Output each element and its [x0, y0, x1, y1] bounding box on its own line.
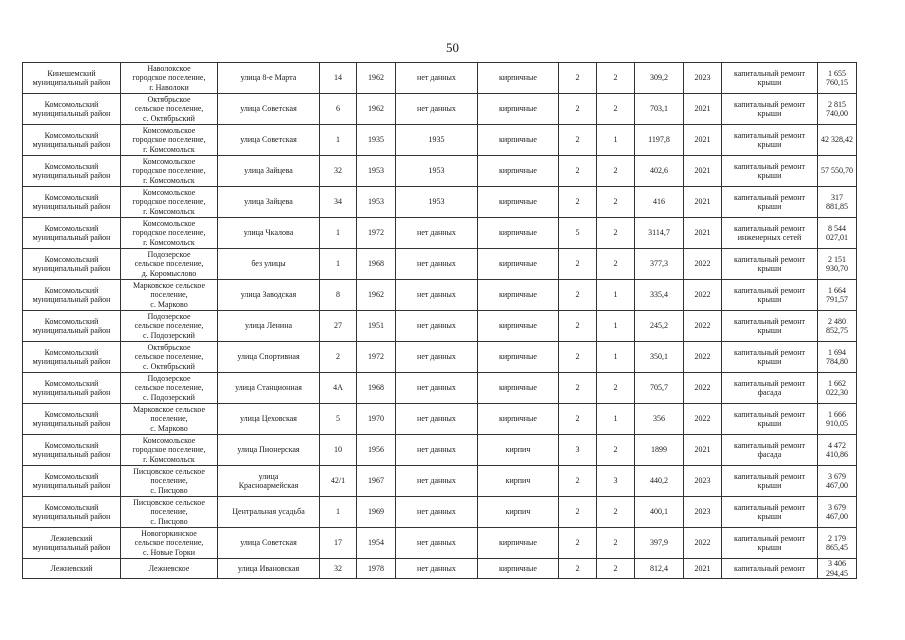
work-type-cell: капитальный ремонт крыши	[722, 156, 818, 187]
wall-material-cell: кирпичные	[478, 528, 559, 559]
settlement-cell: Новогоркинское сельское поселение, с. Новые Горки	[121, 528, 218, 559]
district-cell: Комсомольский муниципальный район	[23, 156, 121, 187]
wall-material-cell: кирпичные	[478, 125, 559, 156]
renovation-year-cell: нет данных	[396, 466, 478, 497]
repair-year-cell: 2022	[684, 373, 722, 404]
table-row	[23, 187, 857, 218]
wall-material-cell: кирпичные	[478, 249, 559, 280]
year-built-cell: 1954	[357, 528, 396, 559]
entrances-cell: 3	[597, 466, 635, 497]
renovation-year-cell: нет данных	[396, 94, 478, 125]
cost-cell: 4 472 410,86	[818, 435, 857, 466]
house-number-cell: 17	[320, 528, 357, 559]
wall-material-cell: кирпичные	[478, 187, 559, 218]
entrances-cell: 1	[597, 125, 635, 156]
cost-cell: 317 881,85	[818, 187, 857, 218]
repair-year-cell: 2022	[684, 280, 722, 311]
district-cell: Комсомольский муниципальный район	[23, 497, 121, 528]
area-cell: 350,1	[635, 342, 684, 373]
street-cell: улица Зайцева	[218, 156, 320, 187]
renovation-year-cell: нет данных	[396, 373, 478, 404]
renovation-year-cell: нет данных	[396, 311, 478, 342]
work-type-cell: капитальный ремонт крыши	[722, 187, 818, 218]
cost-cell: 2 815 740,00	[818, 94, 857, 125]
wall-material-cell: кирпичные	[478, 218, 559, 249]
repair-year-cell: 2021	[684, 187, 722, 218]
renovation-year-cell: 1953	[396, 187, 478, 218]
cost-cell: 1 655 760,15	[818, 63, 857, 94]
entrances-cell: 2	[597, 63, 635, 94]
cost-cell: 2 151 930,70	[818, 249, 857, 280]
settlement-cell: Подозерское сельское поселение, с. Подозерский	[121, 311, 218, 342]
floors-cell: 2	[559, 404, 597, 435]
cost-cell: 2 480 852,75	[818, 311, 857, 342]
renovation-year-cell: 1935	[396, 125, 478, 156]
year-built-cell: 1968	[357, 373, 396, 404]
work-type-cell: капитальный ремонт фасада	[722, 435, 818, 466]
district-cell: Кинешемский муниципальный район	[23, 63, 121, 94]
area-cell: 703,1	[635, 94, 684, 125]
area-cell: 335,4	[635, 280, 684, 311]
year-built-cell: 1967	[357, 466, 396, 497]
repair-year-cell: 2021	[684, 94, 722, 125]
entrances-cell: 2	[597, 373, 635, 404]
floors-cell: 2	[559, 466, 597, 497]
settlement-cell: Комсомольское городское поселение, г. Комсомольск	[121, 187, 218, 218]
area-cell: 245,2	[635, 311, 684, 342]
district-cell: Лежневский муниципальный район	[23, 528, 121, 559]
house-number-cell: 1	[320, 125, 357, 156]
street-cell: улица Станционная	[218, 373, 320, 404]
repair-year-cell: 2022	[684, 342, 722, 373]
district-cell: Комсомольский муниципальный район	[23, 94, 121, 125]
wall-material-cell: кирпичные	[478, 156, 559, 187]
work-type-cell: капитальный ремонт крыши	[722, 404, 818, 435]
wall-material-cell: кирпичные	[478, 373, 559, 404]
street-cell: улица Советская	[218, 94, 320, 125]
cost-cell: 3 406 294,45	[818, 559, 857, 579]
district-cell: Комсомольский муниципальный район	[23, 187, 121, 218]
area-cell: 356	[635, 404, 684, 435]
table-row	[23, 218, 857, 249]
floors-cell: 2	[559, 311, 597, 342]
year-built-cell: 1968	[357, 249, 396, 280]
area-cell: 3114,7	[635, 218, 684, 249]
settlement-cell: Комсомольское городское поселение, г. Комсомольск	[121, 435, 218, 466]
repair-year-cell: 2022	[684, 528, 722, 559]
district-cell: Комсомольский муниципальный район	[23, 404, 121, 435]
district-cell: Комсомольский муниципальный район	[23, 342, 121, 373]
cost-cell: 3 679 467,00	[818, 497, 857, 528]
entrances-cell: 2	[597, 187, 635, 218]
entrances-cell: 1	[597, 342, 635, 373]
settlement-cell: Комсомольское городское поселение, г. Комсомольск	[121, 125, 218, 156]
entrances-cell: 2	[597, 559, 635, 579]
renovation-year-cell: 1953	[396, 156, 478, 187]
house-number-cell: 4А	[320, 373, 357, 404]
renovation-year-cell: нет данных	[396, 280, 478, 311]
table-row	[23, 466, 857, 497]
cost-cell: 1 694 784,80	[818, 342, 857, 373]
settlement-cell: Октябрьское сельское поселение, с. Октябрьский	[121, 342, 218, 373]
work-type-cell: капитальный ремонт крыши	[722, 280, 818, 311]
floors-cell: 2	[559, 63, 597, 94]
floors-cell: 2	[559, 125, 597, 156]
entrances-cell: 2	[597, 528, 635, 559]
settlement-cell: Октябрьское сельское поселение, с. Октябрьский	[121, 94, 218, 125]
floors-cell: 2	[559, 342, 597, 373]
year-built-cell: 1956	[357, 435, 396, 466]
year-built-cell: 1972	[357, 342, 396, 373]
entrances-cell: 2	[597, 94, 635, 125]
area-cell: 377,3	[635, 249, 684, 280]
work-type-cell: капитальный ремонт крыши	[722, 63, 818, 94]
house-number-cell: 34	[320, 187, 357, 218]
wall-material-cell: кирпич	[478, 466, 559, 497]
floors-cell: 2	[559, 280, 597, 311]
settlement-cell: Комсомольское городское поселение, г. Комсомольск	[121, 156, 218, 187]
year-built-cell: 1953	[357, 156, 396, 187]
work-type-cell: капитальный ремонт фасада	[722, 373, 818, 404]
cost-cell: 8 544 027,01	[818, 218, 857, 249]
district-cell: Комсомольский муниципальный район	[23, 249, 121, 280]
work-type-cell: капитальный ремонт	[722, 559, 818, 579]
floors-cell: 2	[559, 528, 597, 559]
renovation-year-cell: нет данных	[396, 404, 478, 435]
entrances-cell: 2	[597, 497, 635, 528]
area-cell: 1197,8	[635, 125, 684, 156]
year-built-cell: 1972	[357, 218, 396, 249]
house-number-cell: 27	[320, 311, 357, 342]
settlement-cell: Комсомольское городское поселение, г. Комсомольск	[121, 218, 218, 249]
table-row	[23, 528, 857, 559]
entrances-cell: 1	[597, 280, 635, 311]
street-cell: улица Спортивная	[218, 342, 320, 373]
house-number-cell: 2	[320, 342, 357, 373]
area-cell: 416	[635, 187, 684, 218]
entrances-cell: 1	[597, 404, 635, 435]
repair-year-cell: 2021	[684, 218, 722, 249]
repair-year-cell: 2023	[684, 466, 722, 497]
table-row	[23, 404, 857, 435]
floors-cell: 2	[559, 559, 597, 579]
page-number: 50	[446, 40, 459, 55]
floors-cell: 2	[559, 497, 597, 528]
table-row	[23, 342, 857, 373]
repair-year-cell: 2023	[684, 497, 722, 528]
house-number-cell: 5	[320, 404, 357, 435]
table-row	[23, 125, 857, 156]
cost-cell: 1 664 791,57	[818, 280, 857, 311]
table-row	[23, 373, 857, 404]
work-type-cell: капитальный ремонт крыши	[722, 311, 818, 342]
district-cell: Лежневский	[23, 559, 121, 579]
renovation-year-cell: нет данных	[396, 218, 478, 249]
table-row	[23, 94, 857, 125]
repair-year-cell: 2021	[684, 559, 722, 579]
year-built-cell: 1969	[357, 497, 396, 528]
settlement-cell: Подозерское сельское поселение, д. Коромыслово	[121, 249, 218, 280]
renovation-year-cell: нет данных	[396, 435, 478, 466]
house-number-cell: 6	[320, 94, 357, 125]
street-cell: улица Заводская	[218, 280, 320, 311]
street-cell: Центральная усадьба	[218, 497, 320, 528]
renovation-year-cell: нет данных	[396, 342, 478, 373]
settlement-cell: Писцовское сельское поселение, с. Писцово	[121, 497, 218, 528]
entrances-cell: 2	[597, 249, 635, 280]
year-built-cell: 1962	[357, 63, 396, 94]
settlement-cell: Наволокское городское поселение, г. Наволоки	[121, 63, 218, 94]
house-number-cell: 10	[320, 435, 357, 466]
cost-cell: 57 550,70	[818, 156, 857, 187]
street-cell: улица Ивановская	[218, 559, 320, 579]
entrances-cell: 2	[597, 435, 635, 466]
repair-year-cell: 2021	[684, 125, 722, 156]
settlement-cell: Подозерское сельское поселение, с. Подозерский	[121, 373, 218, 404]
district-cell: Комсомольский муниципальный район	[23, 373, 121, 404]
floors-cell: 2	[559, 373, 597, 404]
work-type-cell: капитальный ремонт крыши	[722, 94, 818, 125]
table-row	[23, 311, 857, 342]
entrances-cell: 1	[597, 311, 635, 342]
cost-cell: 1 662 022,30	[818, 373, 857, 404]
wall-material-cell: кирпичные	[478, 342, 559, 373]
floors-cell: 3	[559, 435, 597, 466]
settlement-cell: Лежневское	[121, 559, 218, 579]
floors-cell: 5	[559, 218, 597, 249]
house-number-cell: 8	[320, 280, 357, 311]
renovation-year-cell: нет данных	[396, 559, 478, 579]
street-cell: улица Ленина	[218, 311, 320, 342]
wall-material-cell: кирпичные	[478, 404, 559, 435]
work-type-cell: капитальный ремонт крыши	[722, 466, 818, 497]
settlement-cell: Писцовское сельское поселение, с. Писцово	[121, 466, 218, 497]
street-cell: улица Советская	[218, 528, 320, 559]
table-row	[23, 497, 857, 528]
renovation-year-cell: нет данных	[396, 249, 478, 280]
repair-year-cell: 2022	[684, 311, 722, 342]
district-cell: Комсомольский муниципальный район	[23, 125, 121, 156]
house-number-cell: 1	[320, 249, 357, 280]
area-cell: 812,4	[635, 559, 684, 579]
street-cell: улица Чкалова	[218, 218, 320, 249]
work-type-cell: капитальный ремонт крыши	[722, 497, 818, 528]
table-row	[23, 156, 857, 187]
year-built-cell: 1953	[357, 187, 396, 218]
street-cell: без улицы	[218, 249, 320, 280]
wall-material-cell: кирпичные	[478, 280, 559, 311]
year-built-cell: 1951	[357, 311, 396, 342]
house-number-cell: 14	[320, 63, 357, 94]
table-body	[23, 63, 857, 579]
repair-year-cell: 2022	[684, 249, 722, 280]
street-cell: улица Советская	[218, 125, 320, 156]
area-cell: 1899	[635, 435, 684, 466]
work-type-cell: капитальный ремонт крыши	[722, 125, 818, 156]
registry-table	[22, 62, 857, 579]
wall-material-cell: кирпичные	[478, 94, 559, 125]
street-cell: улица Красноармейская	[218, 466, 320, 497]
year-built-cell: 1970	[357, 404, 396, 435]
house-number-cell: 42/1	[320, 466, 357, 497]
cost-cell: 1 666 910,05	[818, 404, 857, 435]
floors-cell: 2	[559, 249, 597, 280]
settlement-cell: Марковское сельское поселение, с. Марково	[121, 280, 218, 311]
table-row	[23, 559, 857, 579]
house-number-cell: 1	[320, 218, 357, 249]
district-cell: Комсомольский муниципальный район	[23, 218, 121, 249]
house-number-cell: 32	[320, 156, 357, 187]
renovation-year-cell: нет данных	[396, 497, 478, 528]
cost-cell: 2 179 865,45	[818, 528, 857, 559]
floors-cell: 2	[559, 156, 597, 187]
district-cell: Комсомольский муниципальный район	[23, 280, 121, 311]
house-number-cell: 1	[320, 497, 357, 528]
floors-cell: 2	[559, 94, 597, 125]
district-cell: Комсомольский муниципальный район	[23, 435, 121, 466]
repair-year-cell: 2022	[684, 404, 722, 435]
floors-cell: 2	[559, 187, 597, 218]
district-cell: Комсомольский муниципальный район	[23, 311, 121, 342]
area-cell: 440,2	[635, 466, 684, 497]
area-cell: 397,9	[635, 528, 684, 559]
year-built-cell: 1962	[357, 94, 396, 125]
table-row	[23, 435, 857, 466]
entrances-cell: 2	[597, 218, 635, 249]
area-cell: 402,6	[635, 156, 684, 187]
house-number-cell: 32	[320, 559, 357, 579]
table-row	[23, 63, 857, 94]
work-type-cell: капитальный ремонт крыши	[722, 528, 818, 559]
street-cell: улица 8-е Марта	[218, 63, 320, 94]
wall-material-cell: кирпичные	[478, 311, 559, 342]
wall-material-cell: кирпичные	[478, 63, 559, 94]
area-cell: 400,1	[635, 497, 684, 528]
settlement-cell: Марковское сельское поселение, с. Марково	[121, 404, 218, 435]
wall-material-cell: кирпичные	[478, 559, 559, 579]
street-cell: улица Пионерская	[218, 435, 320, 466]
year-built-cell: 1962	[357, 280, 396, 311]
district-cell: Комсомольский муниципальный район	[23, 466, 121, 497]
cost-cell: 42 328,42	[818, 125, 857, 156]
table-row	[23, 249, 857, 280]
street-cell: улица Цеховская	[218, 404, 320, 435]
cost-cell: 3 679 467,00	[818, 466, 857, 497]
area-cell: 705,7	[635, 373, 684, 404]
year-built-cell: 1978	[357, 559, 396, 579]
work-type-cell: капитальный ремонт крыши	[722, 249, 818, 280]
street-cell: улица Зайцева	[218, 187, 320, 218]
table-row	[23, 280, 857, 311]
year-built-cell: 1935	[357, 125, 396, 156]
wall-material-cell: кирпич	[478, 435, 559, 466]
entrances-cell: 2	[597, 156, 635, 187]
renovation-year-cell: нет данных	[396, 528, 478, 559]
work-type-cell: капитальный ремонт крыши	[722, 342, 818, 373]
area-cell: 309,2	[635, 63, 684, 94]
repair-year-cell: 2023	[684, 63, 722, 94]
repair-year-cell: 2021	[684, 435, 722, 466]
work-type-cell: капитальный ремонт инженерных сетей	[722, 218, 818, 249]
repair-year-cell: 2021	[684, 156, 722, 187]
renovation-year-cell: нет данных	[396, 63, 478, 94]
wall-material-cell: кирпич	[478, 497, 559, 528]
